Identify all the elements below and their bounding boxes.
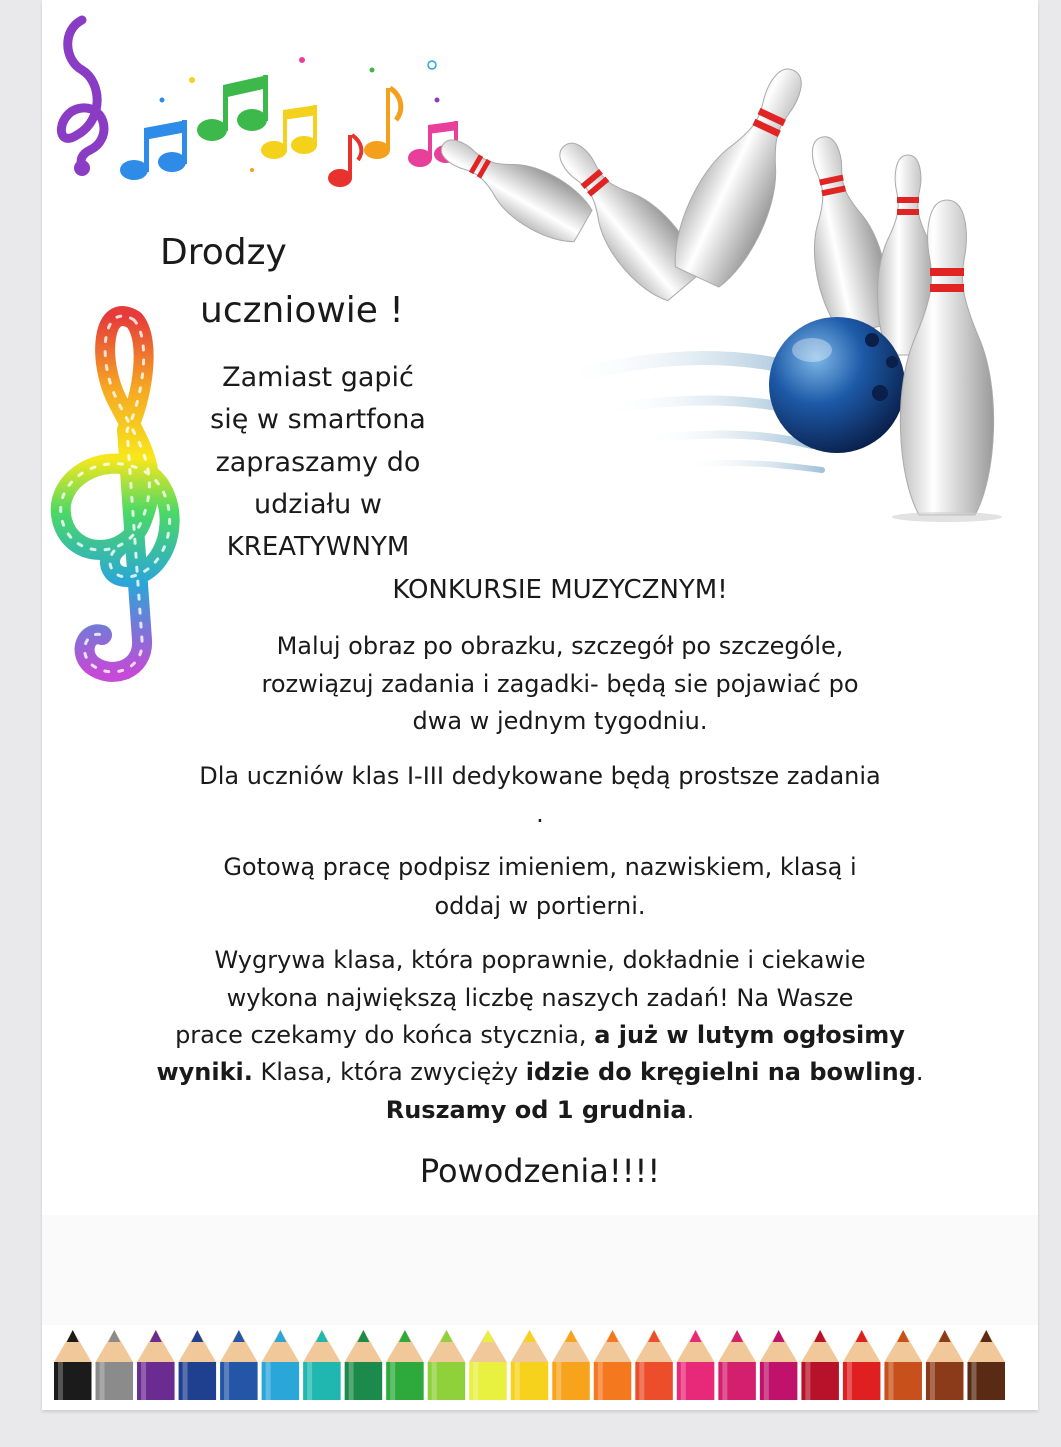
pencil-icon [843,1330,881,1400]
closing-text: Powodzenia!!!! [419,1152,661,1190]
green-note-icon [197,75,268,141]
pencil-icon [884,1330,922,1400]
pencil-icon [303,1330,341,1400]
para3-line-1: Gotową pracę podpisz imieniem, nazwiskiem, klasą i [223,853,857,881]
bowling-pin-icon [428,120,597,251]
bowling-pin-icon [662,54,828,293]
intro-line-6: KONKURSIE MUZYCZNYM! [392,575,728,605]
pencil-icon [552,1330,590,1400]
para4-line-3-bold: a już w lutym ogłosimy [594,1021,905,1049]
pencil-icon [677,1330,715,1400]
pencil-icon [760,1330,798,1400]
para2-line-2: . [536,800,544,828]
para4-line-2: wykona największą liczbę naszych zadań! Na Wasze [226,984,854,1012]
para4-line-4: wyniki. Klasa, która zwycięży idzie do kręgielni na bowling. [156,1058,924,1086]
greeting-line-2: uczniowie ! [200,290,404,331]
pencil-icon [428,1330,466,1400]
pencil-icon [220,1330,258,1400]
para1-line-1: Maluj obraz po obrazku, szczegół po szczególe, [276,632,844,660]
para4-line-4-bold-b: idzie do kręgielni na bowling [525,1058,916,1086]
rainbow-treble-clef-icon [61,316,170,672]
music-notes-banner [61,20,458,187]
orange-note-icon [364,88,401,159]
pencil-icon [96,1330,134,1400]
pencil-icon [594,1330,632,1400]
para4-line-4-bold-a: wyniki. [156,1058,253,1086]
bowling-ball-icon [769,317,905,453]
pencil-icon [801,1330,839,1400]
pencil-icon [345,1330,383,1400]
intro-line-4: udziału w [254,489,382,520]
intro-line-1: Zamiast gapić [222,362,414,393]
para4-line-1: Wygrywa klasa, która poprawnie, dokładnie i ciekawie [214,946,866,974]
red-note-icon [328,135,361,187]
para4-line-3: prace czekamy do końca stycznia, a już w lutym ogłosimy [175,1021,905,1049]
para2-line-1: Dla uczniów klas I-III dedykowane będą prostsze zadania [199,762,881,790]
bowling-illustration [428,54,1002,522]
blue-note-icon [120,120,187,180]
pencil-icon [469,1330,507,1400]
yellow-note-icon [261,105,317,159]
greeting-line-1: Drodzy [160,232,287,273]
pencil-icon [926,1330,964,1400]
pencil-icon [511,1330,549,1400]
intro-line-5: KREATYWNYM [226,532,410,562]
para1-line-3: dwa w jednym tygodniu. [412,707,708,735]
para1-line-2: rozwiązuj zadania i zagadki- będą sie pojawiać po [261,670,859,698]
pencil-icon [967,1330,1005,1400]
poster-page [42,0,1038,1410]
para4-line-5-bold: Ruszamy od 1 grudnia [385,1096,687,1124]
pencil-icon [635,1330,673,1400]
pencil-icon [262,1330,300,1400]
para3-line-2: oddaj w portierni. [434,892,646,920]
pencil-icon [137,1330,175,1400]
intro-line-2: się w smartfona [210,404,426,435]
pencil-icon [179,1330,217,1400]
colored-pencils-row [54,1330,1005,1400]
decorative-artwork [42,0,1038,1410]
pencil-icon [54,1330,92,1400]
pencil-icon [386,1330,424,1400]
purple-treble-clef-icon [61,20,104,176]
pencil-icon [718,1330,756,1400]
para4-line-5: Ruszamy od 1 grudnia. [385,1096,695,1124]
intro-line-3: zapraszamy do [215,447,421,478]
